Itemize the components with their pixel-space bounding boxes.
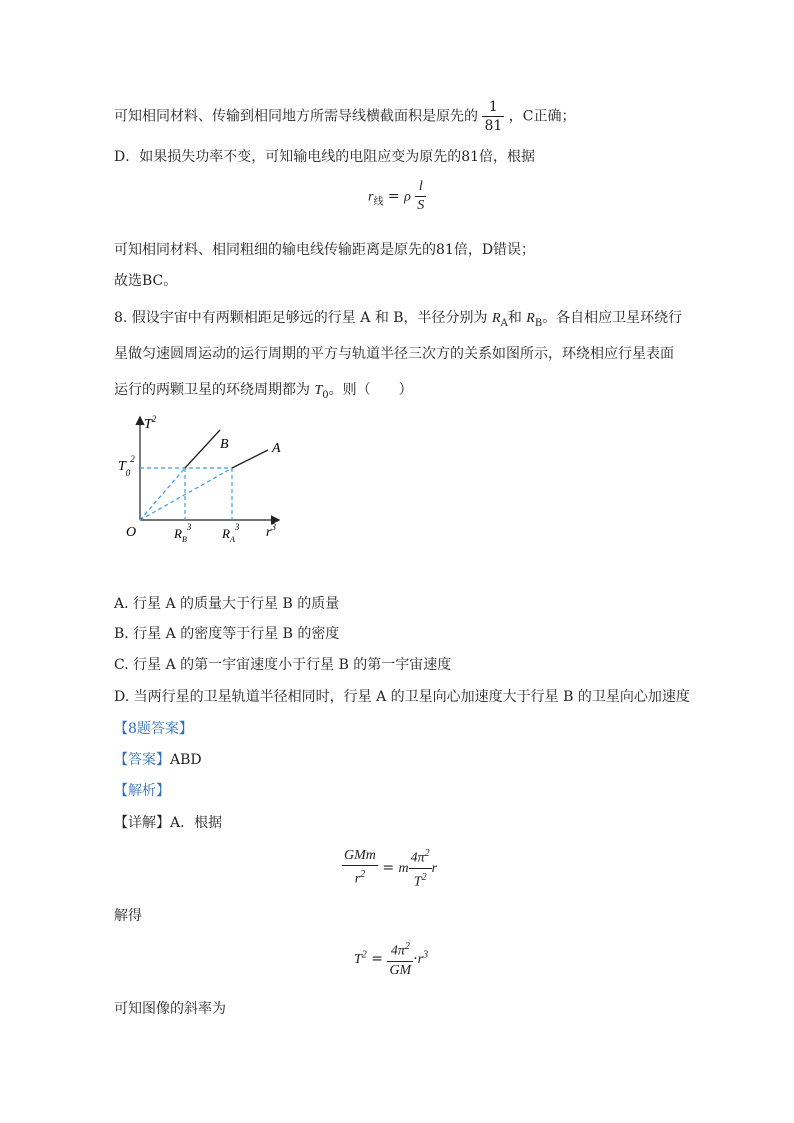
eq-fraction xyxy=(415,178,426,215)
answer-value: ABD xyxy=(170,752,202,768)
eq2-den1: $r^2$ xyxy=(354,869,366,887)
symbol-rb-sub: B xyxy=(534,317,543,329)
eq-num: l xyxy=(415,178,426,197)
symbol-t0: T xyxy=(314,383,323,398)
equation-resistance: $r_线 = \rho$ $\frac{l}{S}$ xyxy=(368,179,425,213)
equation-gravity xyxy=(342,845,437,891)
text: ，C正确； xyxy=(508,108,576,125)
answer-line xyxy=(114,749,202,769)
question-8-line-1 xyxy=(114,307,682,329)
origin-label: O xyxy=(126,525,137,540)
paragraph-option-d: D．如果损失功率不变，可知输电线的电阻应变为原先的81倍，根据 xyxy=(114,149,536,165)
fraction-1-81 xyxy=(482,98,504,135)
t0-label: $T_0^2$ xyxy=(118,454,135,478)
eq2-den2: $T^2$ xyxy=(413,871,427,890)
slope-line: 可知图像的斜率为 xyxy=(114,1001,226,1017)
detail-label: 【详解】 xyxy=(114,815,170,831)
paragraph-conclusion-c xyxy=(114,98,575,135)
eq2-num2: $4\pi^2$ xyxy=(409,845,432,869)
eq2-num1: GMm xyxy=(342,847,378,866)
text: 运行的两颗卫星的环绕周期都为 xyxy=(114,382,310,398)
eq-r: r xyxy=(368,189,374,205)
answer-title-tag: 【8题答案】 xyxy=(114,721,193,737)
ra-label: $R_A^3$ xyxy=(222,522,240,544)
option-a: A. 行星 A 的质量大于行星 B 的质量 xyxy=(114,596,340,612)
symbol-ra: R xyxy=(492,311,501,326)
eq2-frac-2 xyxy=(409,845,432,891)
eq3-equals: = xyxy=(371,950,383,967)
line-b xyxy=(185,430,220,468)
question-8-line-3 xyxy=(114,379,413,401)
x-axis-label: $r^3$ xyxy=(266,522,276,540)
y-axis-label: $T^2$ xyxy=(144,414,157,432)
paragraph-choose: 故选BC。 xyxy=(114,273,178,289)
text: 。则（ ） xyxy=(328,382,413,398)
symbol-t0-sub: 0 xyxy=(322,389,329,401)
eq3-dot: · xyxy=(413,950,418,967)
eq-rho: ρ xyxy=(404,189,411,205)
eq3-r: $r^3$ xyxy=(417,949,429,967)
detail-text: A．根据 xyxy=(170,815,223,831)
eq-r-sub: 线 xyxy=(373,196,384,208)
text: 8. 假设宇宙中有两颗相距足够远的行星 A 和 B，半径分别为 xyxy=(114,310,488,326)
eq2-r: r xyxy=(431,861,438,877)
symbol-rb: R xyxy=(526,311,535,326)
line-b-label: B xyxy=(220,437,229,452)
fraction-denominator: 81 xyxy=(484,118,503,134)
solve-label: 解得 xyxy=(114,908,142,924)
question-8-line-2: 星做匀速圆周运动的运行周期的平方与轨道半径三次方的关系如图所示，环绕相应行星表面 xyxy=(114,346,674,362)
eq3-lhs: $T^2$ xyxy=(354,949,367,967)
option-d: D. 当两行星的卫星轨道半径相同时，行星 A 的卫星向心加速度大于行星 B 的卫星向心加速度 xyxy=(114,689,690,705)
analysis-tag: 【解析】 xyxy=(114,783,170,799)
detail-line xyxy=(114,812,222,832)
text: 。各自相应卫星环绕行 xyxy=(542,310,683,326)
eq3-num: $4\pi^2$ xyxy=(387,938,413,962)
option-b: B. 行星 A 的密度等于行星 B 的密度 xyxy=(114,626,340,642)
line-a-label: A xyxy=(272,441,281,456)
fraction-numerator: 1 xyxy=(482,98,504,117)
rb-label: $R_B^3$ xyxy=(174,522,192,544)
eq3-den: GM xyxy=(389,962,412,978)
eq2-equals: = xyxy=(382,860,395,877)
equation-period xyxy=(354,938,428,980)
dashed-line-b xyxy=(140,468,185,520)
option-c: C. 行星 A 的第一宇宙速度小于行星 B 的第一宇宙速度 xyxy=(114,657,452,673)
eq3-frac xyxy=(387,938,413,980)
line-a xyxy=(232,450,268,468)
eq-den: S xyxy=(417,198,425,213)
graph-t2-r3 xyxy=(112,410,312,560)
dashed-line-a xyxy=(140,468,232,520)
answer-label: 【答案】 xyxy=(114,752,170,768)
eq2-m: m xyxy=(398,861,409,877)
eq2-frac-1 xyxy=(342,847,378,889)
paragraph-conclusion-d: 可知相同材料、相同粗细的输电线传输距离是原先的81倍，D错误； xyxy=(114,242,536,258)
symbol-ra-sub: A xyxy=(500,317,508,329)
text: 可知相同材料、传输到相同地方所需导线横截面积是原先的 xyxy=(114,108,478,125)
text: 和 xyxy=(507,310,522,326)
